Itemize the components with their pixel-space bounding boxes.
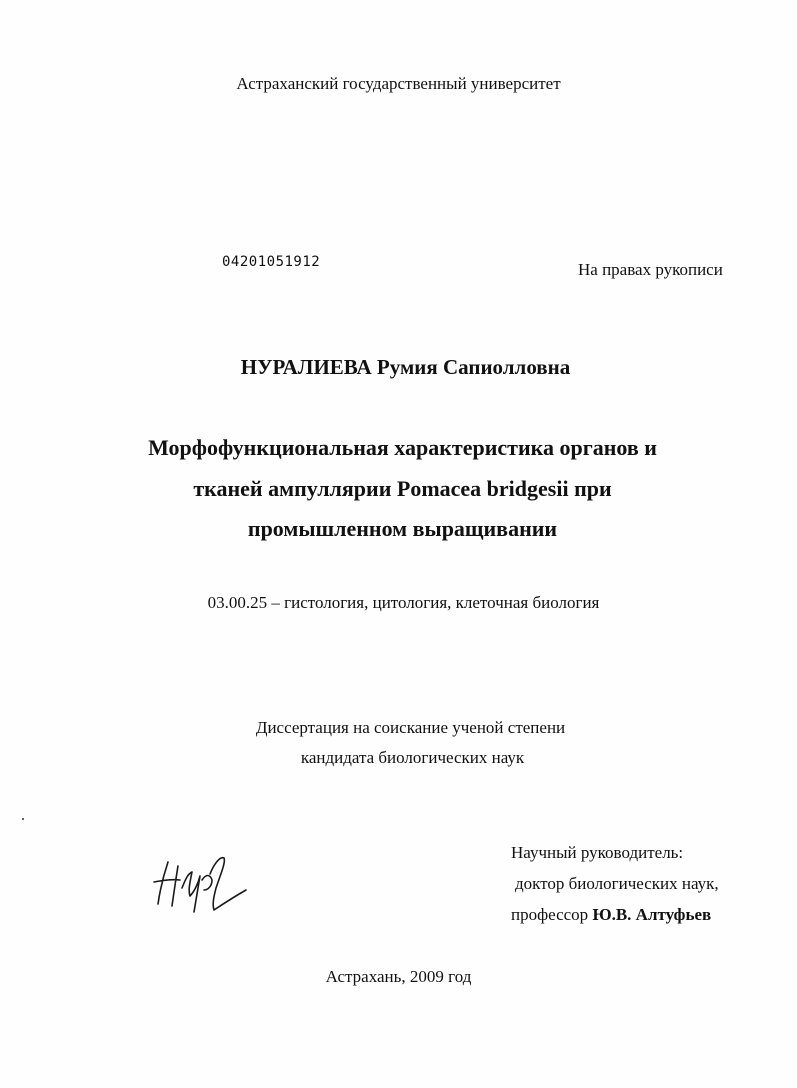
- university-name: Астраханский государственный университет: [236, 74, 561, 93]
- advisor-role: Научный руководитель:: [511, 843, 684, 862]
- advisor-position-name: [511, 905, 711, 925]
- dissertation-title-line-1: Морфофункциональная характеристика органов и: [148, 435, 657, 460]
- dissertation-title-line-2: тканей ампуллярии Pomacea bridgesii при: [193, 476, 612, 501]
- document-number: 04201051912: [222, 254, 321, 270]
- advisor-position: профессор: [511, 905, 589, 924]
- scan-speck: [22, 818, 24, 820]
- degree-line-2: кандидата биологических наук: [300, 748, 525, 767]
- manuscript-rights-note: На правах рукописи: [578, 260, 723, 279]
- dissertation-title-line-3: промышленном выращивании: [247, 516, 558, 541]
- city-and-year: Астрахань, 2009 год: [325, 967, 472, 986]
- signature-icon: [150, 852, 250, 914]
- advisor-degree: доктор биологических наук,: [515, 874, 719, 893]
- author-name: НУРАЛИЕВА Румия Сапиолловна: [240, 355, 571, 379]
- degree-line-1: Диссертация на соискание ученой степени: [255, 718, 566, 737]
- advisor-name: Ю.В. Алтуфьев: [592, 905, 712, 924]
- specialty-code: 03.00.25 – гистология, цитология, клеточная биология: [207, 593, 600, 612]
